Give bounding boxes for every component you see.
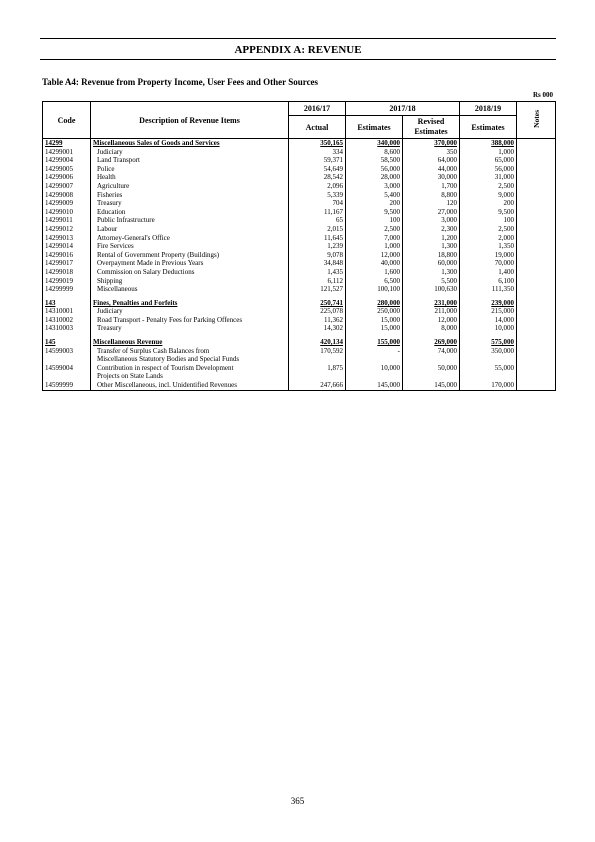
column-header-estimates: Estimates bbox=[346, 116, 403, 139]
estimates-2018-19-cell: 170,000 bbox=[460, 381, 517, 390]
revised-estimates-2017-18-cell: 30,000 bbox=[403, 173, 460, 182]
estimates-2018-19-cell: 70,000 bbox=[460, 259, 517, 268]
actual-2016-17-cell bbox=[289, 355, 346, 364]
notes-cell bbox=[517, 307, 556, 316]
actual-2016-17-cell: 54,649 bbox=[289, 165, 346, 174]
revised-estimates-2017-18-cell: 145,000 bbox=[403, 381, 460, 390]
description-cell: Judiciary bbox=[91, 148, 289, 157]
table-row bbox=[43, 148, 556, 157]
revised-estimates-2017-18-cell: 370,000 bbox=[403, 139, 460, 148]
estimates-2018-19-cell: 56,000 bbox=[460, 165, 517, 174]
notes-cell bbox=[517, 148, 556, 157]
actual-2016-17-cell: 334 bbox=[289, 148, 346, 157]
description-cell: Health bbox=[91, 173, 289, 182]
code-cell: 14299007 bbox=[43, 182, 91, 191]
actual-2016-17-cell: 250,741 bbox=[289, 299, 346, 308]
notes-cell bbox=[517, 251, 556, 260]
revised-estimates-2017-18-cell: 350 bbox=[403, 148, 460, 157]
revised-estimates-2017-18-cell: 120 bbox=[403, 199, 460, 208]
estimates-2018-19-cell: 100 bbox=[460, 216, 517, 225]
estimates-2018-19-cell: 2,500 bbox=[460, 182, 517, 191]
revised-estimates-2017-18-cell: 12,000 bbox=[403, 316, 460, 325]
table-row bbox=[43, 156, 556, 165]
code-cell: 14299010 bbox=[43, 208, 91, 217]
estimates-2017-18-cell: 145,000 bbox=[346, 381, 403, 390]
actual-2016-17-cell: 5,339 bbox=[289, 191, 346, 200]
revised-estimates-2017-18-cell: 100,630 bbox=[403, 285, 460, 294]
code-cell: 145 bbox=[43, 338, 91, 347]
description-cell bbox=[91, 338, 289, 347]
description-cell: Contribution in respect of Tourism Development bbox=[91, 364, 289, 373]
revised-estimates-2017-18-cell: 2,300 bbox=[403, 225, 460, 234]
title-rule bbox=[40, 59, 556, 60]
code-cell: 14299009 bbox=[43, 199, 91, 208]
description-cell: Overpayment Made in Previous Years bbox=[91, 259, 289, 268]
revised-estimates-2017-18-cell: 1,300 bbox=[403, 268, 460, 277]
revised-estimates-2017-18-cell: 27,000 bbox=[403, 208, 460, 217]
column-header-actual: Actual bbox=[289, 116, 346, 139]
actual-2016-17-cell: 59,371 bbox=[289, 156, 346, 165]
estimates-2017-18-cell: 10,000 bbox=[346, 364, 403, 373]
group-header-row bbox=[43, 338, 556, 347]
table-row bbox=[43, 347, 556, 356]
description-cell: Public Infrastructure bbox=[91, 216, 289, 225]
code-cell: 14299005 bbox=[43, 165, 91, 174]
estimates-2017-18-cell: 5,400 bbox=[346, 191, 403, 200]
notes-cell bbox=[517, 191, 556, 200]
table-row bbox=[43, 324, 556, 333]
code-cell: 14299008 bbox=[43, 191, 91, 200]
revised-estimates-2017-18-cell: 74,000 bbox=[403, 347, 460, 356]
estimates-2017-18-cell: 12,000 bbox=[346, 251, 403, 260]
table-row bbox=[43, 182, 556, 191]
estimates-2017-18-cell: 340,000 bbox=[346, 139, 403, 148]
notes-cell bbox=[517, 182, 556, 191]
notes-cell bbox=[517, 316, 556, 325]
actual-2016-17-cell: 2,015 bbox=[289, 225, 346, 234]
revised-estimates-2017-18-cell: 1,200 bbox=[403, 234, 460, 243]
table-title: Table A4: Revenue from Property Income, User Fees and Other Sources bbox=[42, 77, 319, 87]
estimates-2018-19-cell: 239,000 bbox=[460, 299, 517, 308]
table-row bbox=[43, 242, 556, 251]
estimates-2018-19-cell: 111,350 bbox=[460, 285, 517, 294]
actual-2016-17-cell: 225,078 bbox=[289, 307, 346, 316]
estimates-2018-19-cell: 55,000 bbox=[460, 364, 517, 373]
units-label: Rs 000 bbox=[532, 91, 553, 99]
estimates-2017-18-cell: 9,500 bbox=[346, 208, 403, 217]
notes-cell bbox=[517, 259, 556, 268]
description-cell: Attorney-General's Office bbox=[91, 234, 289, 243]
estimates-2018-19-cell: 215,000 bbox=[460, 307, 517, 316]
table-row bbox=[43, 251, 556, 260]
actual-2016-17-cell bbox=[289, 372, 346, 381]
estimates-2018-19-cell: 31,000 bbox=[460, 173, 517, 182]
notes-cell bbox=[517, 285, 556, 294]
estimates-2017-18-cell: 58,500 bbox=[346, 156, 403, 165]
revised-estimates-2017-18-cell bbox=[403, 355, 460, 364]
estimates-2018-19-cell: 2,000 bbox=[460, 234, 517, 243]
column-header-code: Code bbox=[43, 102, 91, 139]
revised-estimates-2017-18-cell: 8,800 bbox=[403, 191, 460, 200]
estimates-2018-19-cell: 9,000 bbox=[460, 191, 517, 200]
table-row bbox=[43, 225, 556, 234]
description-cell: Education bbox=[91, 208, 289, 217]
revised-estimates-2017-18-cell: 231,000 bbox=[403, 299, 460, 308]
notes-cell bbox=[517, 156, 556, 165]
estimates-2017-18-cell: 56,000 bbox=[346, 165, 403, 174]
estimates-2018-19-cell bbox=[460, 372, 517, 381]
estimates-2017-18-cell: 8,600 bbox=[346, 148, 403, 157]
table-row bbox=[43, 191, 556, 200]
table-row bbox=[43, 165, 556, 174]
table-row bbox=[43, 199, 556, 208]
column-header-revised-estimates: Revised Estimates bbox=[403, 116, 460, 139]
actual-2016-17-cell: 28,542 bbox=[289, 173, 346, 182]
table-row bbox=[43, 381, 556, 390]
estimates-2018-19-cell: 19,000 bbox=[460, 251, 517, 260]
table-row bbox=[43, 173, 556, 182]
estimates-2018-19-cell: 575,000 bbox=[460, 338, 517, 347]
estimates-2018-19-cell: 350,000 bbox=[460, 347, 517, 356]
estimates-2018-19-cell: 14,000 bbox=[460, 316, 517, 325]
notes-cell bbox=[517, 173, 556, 182]
code-cell: 14299019 bbox=[43, 277, 91, 286]
notes-cell bbox=[517, 277, 556, 286]
notes-cell bbox=[517, 165, 556, 174]
table-body bbox=[43, 139, 556, 391]
group-title: Miscellaneous Sales of Goods and Services bbox=[93, 139, 220, 147]
code-cell: 14599999 bbox=[43, 381, 91, 390]
code-cell: 143 bbox=[43, 299, 91, 308]
top-rule bbox=[40, 38, 556, 39]
code-cell bbox=[43, 372, 91, 381]
actual-2016-17-cell: 11,645 bbox=[289, 234, 346, 243]
revised-estimates-2017-18-cell: 211,000 bbox=[403, 307, 460, 316]
description-cell: Transfer of Surplus Cash Balances from bbox=[91, 347, 289, 356]
actual-2016-17-cell: 34,848 bbox=[289, 259, 346, 268]
revised-estimates-2017-18-cell: 1,700 bbox=[403, 182, 460, 191]
revised-estimates-2017-18-cell: 8,000 bbox=[403, 324, 460, 333]
estimates-2017-18-cell: 3,000 bbox=[346, 182, 403, 191]
code-cell: 14299012 bbox=[43, 225, 91, 234]
estimates-2017-18-cell: 15,000 bbox=[346, 324, 403, 333]
table-row bbox=[43, 268, 556, 277]
table-row bbox=[43, 355, 556, 364]
description-cell bbox=[91, 299, 289, 308]
actual-2016-17-cell: 170,592 bbox=[289, 347, 346, 356]
notes-cell bbox=[517, 208, 556, 217]
revised-estimates-2017-18-cell: 3,000 bbox=[403, 216, 460, 225]
estimates-2017-18-cell bbox=[346, 355, 403, 364]
actual-2016-17-cell: 1,239 bbox=[289, 242, 346, 251]
actual-2016-17-cell: 121,527 bbox=[289, 285, 346, 294]
code-cell: 14299 bbox=[43, 139, 91, 148]
column-header-year-2017-18: 2017/18 bbox=[346, 102, 460, 116]
code-cell: 14299011 bbox=[43, 216, 91, 225]
code-cell: 14310003 bbox=[43, 324, 91, 333]
description-cell bbox=[91, 139, 289, 148]
estimates-2017-18-cell: 15,000 bbox=[346, 316, 403, 325]
estimates-2018-19-cell: 1,400 bbox=[460, 268, 517, 277]
table-row bbox=[43, 285, 556, 294]
notes-cell bbox=[517, 372, 556, 381]
description-cell: Rental of Government Property (Buildings) bbox=[91, 251, 289, 260]
description-cell: Fisheries bbox=[91, 191, 289, 200]
estimates-2018-19-cell bbox=[460, 355, 517, 364]
estimates-2017-18-cell: 2,500 bbox=[346, 225, 403, 234]
notes-cell bbox=[517, 338, 556, 347]
table-row bbox=[43, 307, 556, 316]
description-cell: Miscellaneous bbox=[91, 285, 289, 294]
estimates-2017-18-cell: - bbox=[346, 347, 403, 356]
revenue-table bbox=[42, 101, 556, 391]
estimates-2018-19-cell: 388,000 bbox=[460, 139, 517, 148]
estimates-2018-19-cell: 65,000 bbox=[460, 156, 517, 165]
group-header-row bbox=[43, 299, 556, 308]
notes-cell bbox=[517, 347, 556, 356]
estimates-2017-18-cell: 100 bbox=[346, 216, 403, 225]
description-cell: Labour bbox=[91, 225, 289, 234]
estimates-2017-18-cell bbox=[346, 372, 403, 381]
notes-cell bbox=[517, 299, 556, 308]
column-header-notes bbox=[517, 102, 556, 139]
revised-estimates-2017-18-cell: 18,800 bbox=[403, 251, 460, 260]
description-cell: Projects on State Lands bbox=[91, 372, 289, 381]
notes-label: Notes bbox=[531, 109, 541, 128]
notes-cell bbox=[517, 234, 556, 243]
description-cell: Commission on Salary Deductions bbox=[91, 268, 289, 277]
actual-2016-17-cell: 6,112 bbox=[289, 277, 346, 286]
actual-2016-17-cell: 1,875 bbox=[289, 364, 346, 373]
code-cell: 14299999 bbox=[43, 285, 91, 294]
table-row bbox=[43, 208, 556, 217]
table-row bbox=[43, 364, 556, 373]
table-row bbox=[43, 216, 556, 225]
revised-estimates-2017-18-cell bbox=[403, 372, 460, 381]
code-cell: 14299016 bbox=[43, 251, 91, 260]
estimates-2017-18-cell: 28,000 bbox=[346, 173, 403, 182]
actual-2016-17-cell: 14,302 bbox=[289, 324, 346, 333]
notes-cell bbox=[517, 324, 556, 333]
estimates-2017-18-cell: 1,600 bbox=[346, 268, 403, 277]
notes-cell bbox=[517, 199, 556, 208]
actual-2016-17-cell: 2,096 bbox=[289, 182, 346, 191]
notes-cell bbox=[517, 364, 556, 373]
estimates-2017-18-cell: 200 bbox=[346, 199, 403, 208]
column-header-estimates-2018-19: Estimates bbox=[460, 116, 517, 139]
code-cell: 14299006 bbox=[43, 173, 91, 182]
table-row bbox=[43, 259, 556, 268]
actual-2016-17-cell: 350,165 bbox=[289, 139, 346, 148]
estimates-2018-19-cell: 1,000 bbox=[460, 148, 517, 157]
revised-estimates-2017-18-cell: 1,300 bbox=[403, 242, 460, 251]
estimates-2017-18-cell: 280,000 bbox=[346, 299, 403, 308]
code-cell: 14299014 bbox=[43, 242, 91, 251]
estimates-2018-19-cell: 2,500 bbox=[460, 225, 517, 234]
estimates-2017-18-cell: 7,000 bbox=[346, 234, 403, 243]
description-cell: Agriculture bbox=[91, 182, 289, 191]
estimates-2018-19-cell: 9,500 bbox=[460, 208, 517, 217]
description-cell: Judiciary bbox=[91, 307, 289, 316]
notes-cell bbox=[517, 216, 556, 225]
group-header-row bbox=[43, 139, 556, 148]
description-cell: Police bbox=[91, 165, 289, 174]
code-cell: 14599003 bbox=[43, 347, 91, 356]
actual-2016-17-cell: 11,362 bbox=[289, 316, 346, 325]
actual-2016-17-cell: 247,666 bbox=[289, 381, 346, 390]
column-header-year-2016-17: 2016/17 bbox=[289, 102, 346, 116]
description-cell: Other Miscellaneous, incl. Unidentified Revenues bbox=[91, 381, 289, 390]
notes-cell bbox=[517, 381, 556, 390]
description-cell: Road Transport - Penalty Fees for Parking Offences bbox=[91, 316, 289, 325]
estimates-2017-18-cell: 100,100 bbox=[346, 285, 403, 294]
notes-cell bbox=[517, 139, 556, 148]
column-header-year-2018-19: 2018/19 bbox=[460, 102, 517, 116]
code-cell: 14299001 bbox=[43, 148, 91, 157]
estimates-2018-19-cell: 10,000 bbox=[460, 324, 517, 333]
estimates-2018-19-cell: 1,350 bbox=[460, 242, 517, 251]
description-cell: Miscellaneous Statutory Bodies and Special Funds bbox=[91, 355, 289, 364]
actual-2016-17-cell: 420,134 bbox=[289, 338, 346, 347]
group-title: Fines, Penalties and Forfeits bbox=[93, 298, 178, 307]
code-cell: 14299017 bbox=[43, 259, 91, 268]
revised-estimates-2017-18-cell: 5,500 bbox=[403, 277, 460, 286]
code-cell: 14299018 bbox=[43, 268, 91, 277]
table-header bbox=[43, 102, 556, 139]
column-header-description: Description of Revenue Items bbox=[91, 102, 289, 139]
notes-cell bbox=[517, 355, 556, 364]
estimates-2017-18-cell: 1,000 bbox=[346, 242, 403, 251]
table-row bbox=[43, 234, 556, 243]
appendix-title: APPENDIX A: REVENUE bbox=[234, 44, 362, 56]
notes-cell bbox=[517, 242, 556, 251]
table-row bbox=[43, 372, 556, 381]
actual-2016-17-cell: 704 bbox=[289, 199, 346, 208]
table-row bbox=[43, 316, 556, 325]
group-title: Miscellaneous Revenue bbox=[93, 338, 163, 347]
actual-2016-17-cell: 9,078 bbox=[289, 251, 346, 260]
revised-estimates-2017-18-cell: 60,000 bbox=[403, 259, 460, 268]
estimates-2017-18-cell: 155,000 bbox=[346, 338, 403, 347]
table-row bbox=[43, 277, 556, 286]
description-cell: Fire Services bbox=[91, 242, 289, 251]
estimates-2017-18-cell: 250,000 bbox=[346, 307, 403, 316]
actual-2016-17-cell: 65 bbox=[289, 216, 346, 225]
actual-2016-17-cell: 1,435 bbox=[289, 268, 346, 277]
notes-cell bbox=[517, 268, 556, 277]
estimates-2018-19-cell: 6,100 bbox=[460, 277, 517, 286]
revised-estimates-2017-18-cell: 44,000 bbox=[403, 165, 460, 174]
revised-estimates-2017-18-cell: 269,000 bbox=[403, 338, 460, 347]
code-cell: 14310002 bbox=[43, 316, 91, 325]
code-cell: 14599004 bbox=[43, 364, 91, 373]
description-cell: Land Transport bbox=[91, 156, 289, 165]
code-cell: 14299004 bbox=[43, 156, 91, 165]
actual-2016-17-cell: 11,167 bbox=[289, 208, 346, 217]
description-cell: Treasury bbox=[91, 199, 289, 208]
page-number: 365 bbox=[290, 796, 305, 806]
description-cell: Treasury bbox=[91, 324, 289, 333]
revised-estimates-2017-18-cell: 64,000 bbox=[403, 156, 460, 165]
estimates-2018-19-cell: 200 bbox=[460, 199, 517, 208]
code-cell bbox=[43, 355, 91, 364]
estimates-2017-18-cell: 40,000 bbox=[346, 259, 403, 268]
notes-cell bbox=[517, 225, 556, 234]
code-cell: 14299013 bbox=[43, 234, 91, 243]
description-cell: Shipping bbox=[91, 277, 289, 286]
code-cell: 14310001 bbox=[43, 307, 91, 316]
revised-estimates-2017-18-cell: 50,000 bbox=[403, 364, 460, 373]
estimates-2017-18-cell: 6,500 bbox=[346, 277, 403, 286]
